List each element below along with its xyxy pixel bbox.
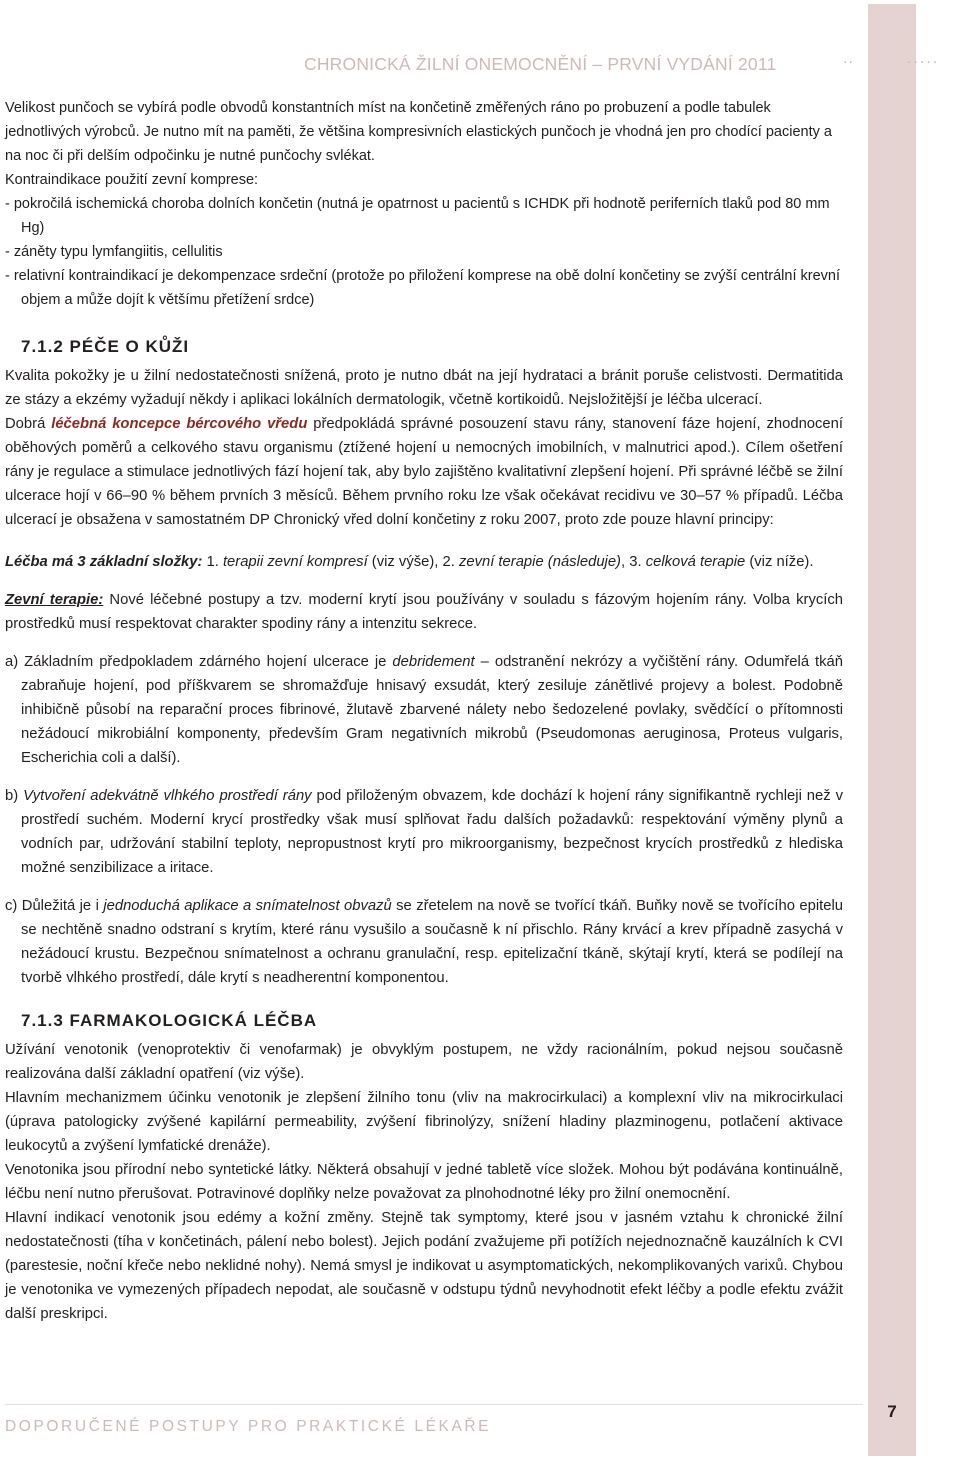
paragraph-mechanism: Hlavním mechanizmem účinku venotonik je zlepšení žilního tonu (vliv na makrocirkulaci) a komplexní vliv na mikrocirkulaci (úprava patologicky zvýšené kapilární permeability, zvýšení fibrinolýzy, snížení hladiny plazminogenu, potlačení aktivace leukocytů a zvýšení lymfatické drenáže). — [5, 1090, 843, 1154]
list-item-c: c) Důležitá je i jednoduchá aplikace a snímatelnost obvazů se zřetelem na nově se tvořící tkáň. Buňky nově se tvořícího epitelu se nechtěně snadno odstraní s krytím, které ránu vysušilo a současně k ní přischlo. Rány krvácí a krev případně zasychá v nežádoucí krustu. Bezpečnou snímatelnost a ochranu granulační, resp. epitelizační tkáně, skýtají krytí, která se podílejí na tvorbě vlhkého prostředí, dále krytí s neadherentní komponentou. — [5, 898, 843, 986]
paragraph-skin-quality: Kvalita pokožky je u žilní nedostatečnosti snížená, proto je nutno dbát na její hydrataci a bránit poruše celistvosti. Dermatitida ze stázy a ekzémy vyžadují někdy i aplikaci lokálních dermatologik, včetně kortikoidů. Nejsložitější je léčba ulcerací. — [5, 368, 843, 408]
page-number: 7 — [887, 1402, 897, 1421]
header-dots-right: ..... — [907, 50, 940, 67]
list-item: - pokročilá ischemická choroba dolních končetin (nutná je opatrnost u pacientů s ICHDK při hodnotě periferních tlaků pod 80 mm Hg) — [5, 196, 830, 236]
page-side-band — [868, 4, 916, 1456]
running-header: CHRONICKÁ ŽILNÍ ONEMOCNĚNÍ – PRVNÍ VYDÁNÍ 2011 — [304, 54, 777, 74]
footer-title: DOPORUČENÉ POSTUPY PRO PRAKTICKÉ LÉKAŘE — [5, 1418, 492, 1435]
list-item-b: b) Vytvoření adekvátně vlhkého prostředí rány pod přiloženým obvazem, kde dochází k hojení rány signifikantně rychleji než v prostředí suchém. Moderní krycí prostředky však musí splňovat řadu dalších požadavků: respektování výměny plynů a vodních par, udržování stabilní teploty, nepropustnost krytí pro mikroorganismy, bezpečnost krycích prostředků z hlediska možné senzibilizace a iritace. — [5, 788, 843, 876]
section-heading: 7.1.2 PÉČE O KŮŽI — [21, 337, 190, 356]
page-content — [5, 96, 843, 1326]
paragraph-external-therapy: Zevní terapie: Nové léčebné postupy a tzv. moderní krytí jsou používány v souladu s fázovým hojením rány. Volba krycích prostředků musí respektovat charakter spodiny rány a intenzitu sekrece. — [5, 592, 843, 632]
header-dots-left: .. — [843, 50, 854, 67]
section-heading: 7.1.3 FARMAKOLOGICKÁ LÉČBA — [21, 1011, 318, 1030]
list-item: - relativní kontraindikací je dekompenzace srdeční (protože po přiložení komprese na obě dolní končetiny se zvýší centrální krevní objem a může dojít k většímu přetížení srdce) — [5, 268, 840, 308]
paragraph-stocking-size: Velikost punčoch se vybírá podle obvodů konstantních míst na končetině změřených ráno po probuzení a podle tabulek jednotlivých výrobců. Je nutno mít na paměti, že většina kompresivních elastických punčoch je vhodná jen pro chodící pacienty a na noc či při delším odpočinku je nutné punčochy svlékat. — [5, 100, 832, 164]
paragraph-ulcer-concept: Dobrá léčebná koncepce bércového vředu předpokládá správné posouzení stavu rány, stanovení fáze hojení, zhodnocení oběhových poměrů a celkového stavu organismu (ztížené hojení u nemocných imobilních, v malnutrici apod.). Cílem ošetření rány je regulace a stimulace jednotlivých fází hojení tak, aby bylo zajištěno kvalitativní zlepšení hojení. Při správné léčbě se žilní ulcerace hojí v 66–90 % během prvních 3 měsíců. Během prvního roku lze však očekávat recidivu ve 30–57 % případů. Léčba ulcerací je obsažena v samostatném DP Chronický vřed dolní končetiny z roku 2007, proto zde pouze hlavní principy: — [5, 416, 843, 528]
list-item: - záněty typu lymfangiitis, cellulitis — [5, 244, 223, 260]
paragraph-venotonics-types: Venotonika jsou přírodní nebo syntetické látky. Některá obsahují v jedné tabletě více složek. Mohou být podávána kontinuálně, léčbu není nutno přerušovat. Potravinové doplňky nelze považovat za plnohodnotné léky pro žilní onemocnění. — [5, 1162, 843, 1202]
emphasis-text: léčebná koncepce bércového vředu — [51, 416, 308, 432]
contraindications-title: Kontraindikace použití zevní komprese: — [5, 172, 259, 188]
footer-divider — [5, 1404, 863, 1405]
paragraph-venotonics-use: Užívání venotonik (venoprotektiv či venofarmak) je obvyklým postupem, ne vždy racionálním, pokud nejsou současně realizována další základní opatření (viz výše). — [5, 1042, 843, 1082]
list-item-a: a) Základním předpokladem zdárného hojení ulcerace je debridement – odstranění nekrózy a vyčištění rány. Odumřelá tkáň zabraňuje hojení, pod příškvarem se shromažďuje hnisavý exsudát, který zesiluje zánětlivé projevy a bolest. Podobně inhibičně působí na reparační proces fibrinové, žlutavě zbarvené nálety nebo šedozelené povlaky, svědčící o přítomnosti nežádoucí mikrobiální komponenty, především Gram negativních mikrobů (Pseudomonas aeruginosa, Proteus vulgaris, Escherichia coli a další). — [5, 654, 844, 766]
emphasis-text: Zevní terapie: — [5, 592, 104, 608]
paragraph-indications: Hlavní indikací venotonik jsou edémy a kožní změny. Stejně tak symptomy, které jsou v jasném vztahu k chronické žilní nedostatečnosti (tíha v končetinách, pálení nebo bolest). Jejich podání zvažujeme při potížích nejednoznačně kauzálních k CVI (parestesie, noční křeče nebo neklidné nohy). Nemá smysl je indikovat u asymptomatických, nekomplikovaných varixů. Chybou je venotonika ve vymezených případech nepodat, ale současně v odstupu týdnů nevyhodnotit efekt léčby a podle efektu zvážit další preskripci. — [5, 1210, 843, 1322]
paragraph-three-components: Léčba má 3 základní složky: 1. terapii zevní kompresí (viz výše), 2. zevní terapie (následuje), 3. celková terapie (viz níže). — [5, 554, 814, 570]
emphasis-text: Léčba má 3 základní složky: — [5, 554, 203, 570]
